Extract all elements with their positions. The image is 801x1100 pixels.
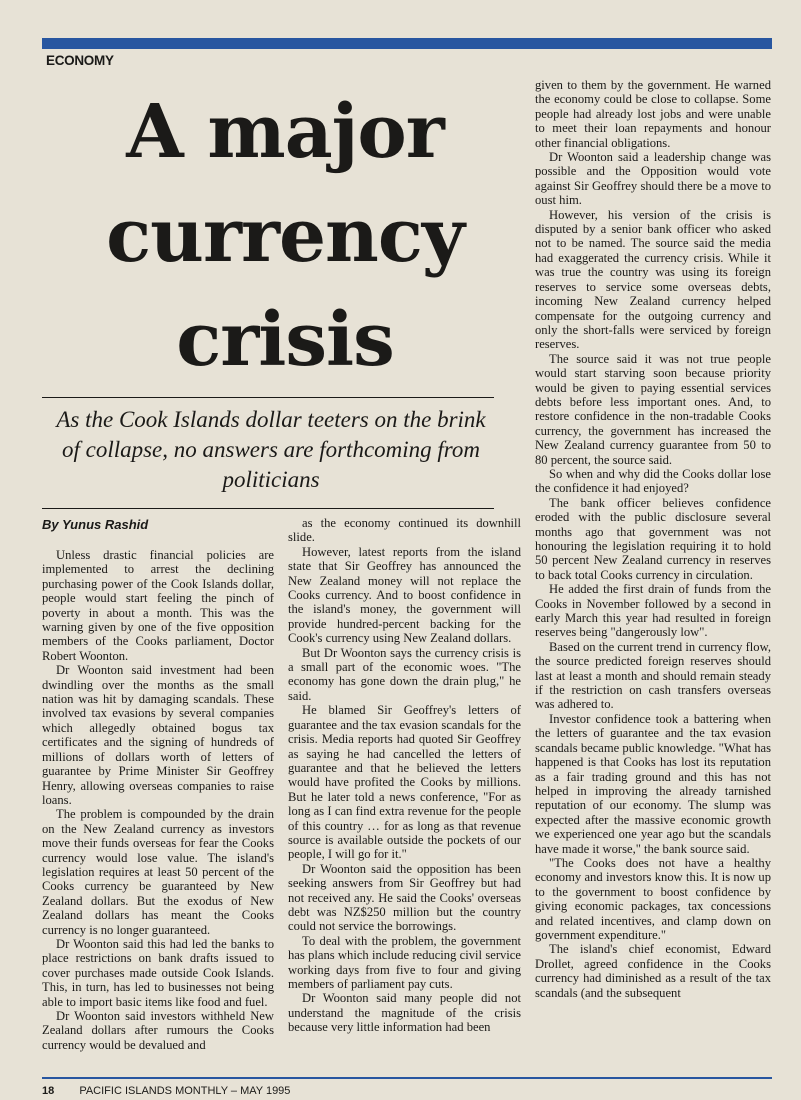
byline: By Yunus Rashid — [42, 517, 149, 532]
article-paragraph: The island's chief economist, Edward Drollet, agreed confidence in the Cooks currency had diminished as a result of the tax scandals (and the subsequent — [535, 942, 771, 1000]
page-number: 18 — [42, 1085, 55, 1097]
section-label: ECONOMY — [46, 53, 114, 68]
article-paragraph: He added the first drain of funds from the Cooks in November followed by a second in early March this year had resulted in foreign reserves being "dangerously low". — [535, 582, 771, 640]
article-paragraph: Dr Woonton said investment had been dwindling over the months as the small nation was hit by damaging scandals. These involved tax evasions by several companies which allegedly obtained bogus tax certificates and the signing of hundreds of millions of dollars worth of letters of guarantee by Prime Minister Sir Geoffrey Henry, allowing overseas companies to raise loans. — [42, 663, 274, 807]
article-paragraph: given to them by the government. He warned the economy could be close to collapse. Some people had already lost jobs and were unable to meet their loan repayments and honour other financial obligations. — [535, 78, 771, 150]
article-column-2 — [288, 516, 521, 1062]
article-paragraph: To deal with the problem, the government has plans which include reducing civil service working days from five to four and giving members of parliament pay cuts. — [288, 933, 521, 991]
headline — [70, 80, 500, 392]
headline-line-3: crisis — [176, 297, 394, 383]
article-paragraph: The source said it was not true people would start starving soon because priority would be given to paying essential services debts before less important ones. And, to restore confidence in the non-tradable Cooks currency, the government has increased the New Zealand currency guarantee from 50 to 80 percent, the source said. — [535, 351, 771, 467]
article-paragraph: The bank officer believes confidence eroded with the public disclosure several months ago that government was not honouring the legislation requiring it to hold 50 percent New Zealand currency in reserves to back total Cooks currency in circulation. — [535, 495, 771, 582]
article-paragraph: So when and why did the Cooks dollar lose the confidence it had enjoyed? — [535, 466, 771, 496]
headline-line-1: A major — [126, 89, 444, 175]
article-paragraph: Dr Woonton said many people did not understand the magnitude of the crisis because very little information had been — [288, 991, 521, 1035]
article-paragraph: Investor confidence took a battering when the letters of guarantee and the tax evasion scandals became public knowledge. "What has happened is that Cooks has lost its reputation as a fair trading ground and this has not helped in improving the already tarnished reputation of our economy. The slump was expected after the massive economic growth we experienced one year ago but the scandals have made it worse," the bank source said. — [535, 711, 771, 856]
article-paragraph: Dr Woonton said this had led the banks to place restrictions on bank drafts issued to cover purchases made outside Cook Islands. This, in turn, has led to businesses not being able to import basic items like food and fuel. — [42, 936, 274, 1009]
article-paragraph: "The Cooks does not have a healthy economy and investors know this. It is now up to the government to boost confidence by giving economic packages, tax concessions and related incentives, and clamp down on government expenditure." — [535, 855, 771, 942]
standfirst: As the Cook Islands dollar teeters on the brink of collapse, no answers are forthcoming from politicians — [56, 407, 486, 492]
headline-line-2: currency — [106, 193, 464, 279]
section-color-bar — [42, 38, 772, 49]
dek-bottom-rule — [42, 508, 494, 509]
article-paragraph: as the economy continued its downhill slide. — [288, 516, 521, 545]
article-column-3 — [535, 78, 771, 1062]
footer-rule — [42, 1077, 772, 1079]
article-column-1 — [42, 548, 274, 1062]
article-paragraph: Dr Woonton said a leadership change was possible and the Opposition would vote against Sir Geoffrey should there be a move to oust him. — [535, 150, 771, 208]
article-paragraph: Unless drastic financial policies are implemented to arrest the declining purchasing power of the Cook Islands dollar, people would start feeling the pinch of poverty in about a month. This was the warning given by one of the five opposition members of the Cooks parliament, Doctor Robert Woonton. — [42, 548, 274, 663]
article-paragraph: However, latest reports from the island state that Sir Geoffrey has announced the New Zealand money will not replace the Cooks currency. And to boost confidence in the island's money, the government will provide hundred-percent backing for the Cook's currency using New Zealand dollars. — [288, 544, 521, 646]
article-paragraph: Dr Woonton said the opposition has been seeking answers from Sir Geoffrey but had not received any. He said the Cooks' overseas debt was NZ$250 million but the country could not service the borrowings. — [288, 861, 521, 934]
article-paragraph: But Dr Woonton says the currency crisis is a small part of the economic woes. "The economy has gone down the drain plug," he said. — [288, 645, 521, 703]
article-paragraph: However, his version of the crisis is disputed by a senior bank officer who asked not to be named. The source said the media had exaggerated the currency crisis. While it was true the country was using its foreign reserves to service some overseas debts, incoming New Zealand currency helped compensate for the outgoing currency and only the short-falls were serviced by foreign reserves. — [535, 207, 771, 352]
page-footer — [42, 1085, 290, 1097]
article-paragraph: The problem is compounded by the drain on the New Zealand currency as investors move their funds overseas for fear the Cooks currency would lose value. The island's legislation requires at least 50 percent of the Cooks currency be guaranteed by New Zealand dollars. But the exodus of New Zealand dollars has meant the Cooks currency is no longer guaranteed. — [42, 807, 274, 937]
dek-top-rule — [42, 397, 494, 398]
publication-line: PACIFIC ISLANDS MONTHLY – MAY 1995 — [79, 1085, 291, 1097]
article-paragraph: Dr Woonton said investors withheld New Zealand dollars after rumours the Cooks currency would be devalued and — [42, 1009, 274, 1052]
article-paragraph: He blamed Sir Geoffrey's letters of guarantee and the tax evasion scandals for the crisis. Media reports had quoted Sir Geoffrey as saying he had cancelled the letters of guarantee and that he believed the letters would have profited the Cooks by millions. But he later told a news conference, "For as long as I can find extra revenue for the people of this country … for as long as that revenue source is available outside the pockets of our people, I will go for it." — [288, 703, 521, 862]
article-paragraph: Based on the current trend in currency flow, the source predicted foreign reserves should last at least a month and should remain steady if the restriction on cash transfers overseas was adhered to. — [535, 639, 771, 712]
